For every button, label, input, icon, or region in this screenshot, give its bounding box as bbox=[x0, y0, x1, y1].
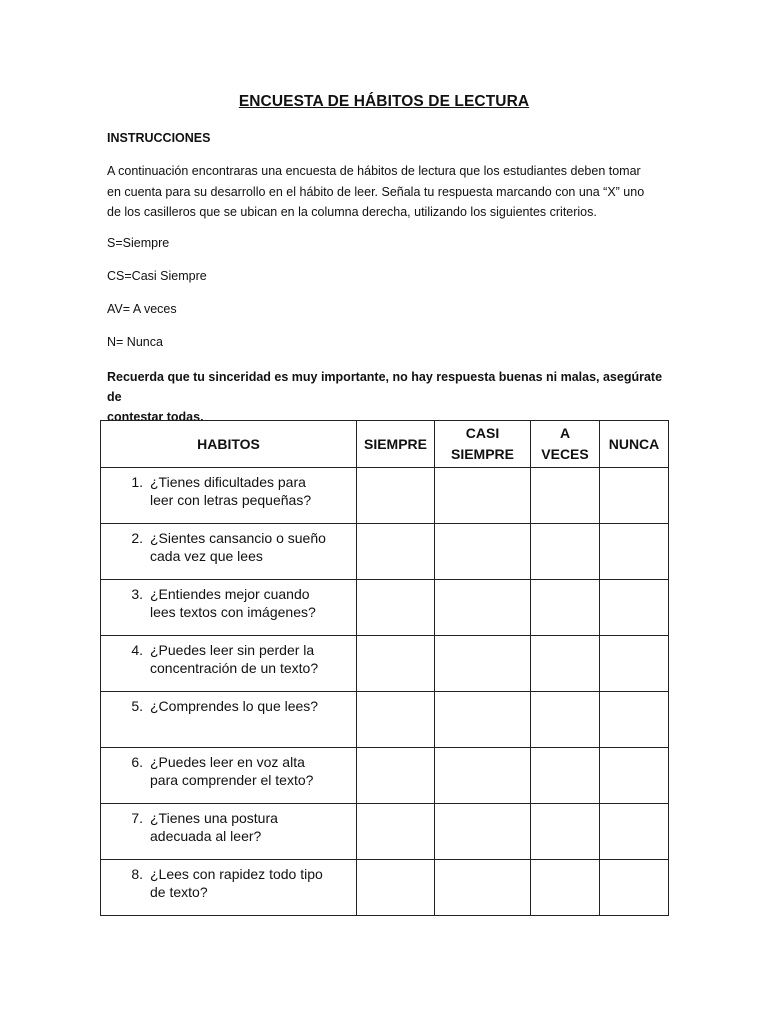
header-casi-siempre bbox=[435, 421, 531, 468]
answer-cell-casi-siempre[interactable] bbox=[435, 468, 531, 524]
table-header-row bbox=[101, 421, 669, 468]
question-number: 1. bbox=[131, 474, 143, 490]
question-cell bbox=[101, 524, 357, 580]
answer-cell-siempre[interactable] bbox=[357, 748, 435, 804]
table-row bbox=[101, 748, 669, 804]
answer-cell-a-veces[interactable] bbox=[531, 748, 600, 804]
answer-cell-casi-siempre[interactable] bbox=[435, 580, 531, 636]
header-a-veces bbox=[531, 421, 600, 468]
closing-paragraph bbox=[107, 367, 667, 427]
criterion-casi-siempre: CS=Casi Siempre bbox=[107, 269, 207, 283]
answer-cell-siempre[interactable] bbox=[357, 860, 435, 916]
question-line: leer con letras pequeñas? bbox=[150, 492, 312, 508]
table-row bbox=[101, 580, 669, 636]
question bbox=[101, 692, 356, 715]
question-cell bbox=[101, 692, 357, 748]
answer-cell-a-veces[interactable] bbox=[531, 860, 600, 916]
answer-cell-nunca[interactable] bbox=[600, 524, 669, 580]
survey-table bbox=[100, 420, 669, 916]
answer-cell-casi-siempre[interactable] bbox=[435, 804, 531, 860]
closing-line: contestar todas. bbox=[107, 410, 204, 424]
question-cell bbox=[101, 580, 357, 636]
answer-cell-siempre[interactable] bbox=[357, 524, 435, 580]
question-line: ¿Tienes dificultades para bbox=[150, 474, 306, 490]
intro-line: de los casilleros que se ubican en la columna derecha, utilizando los siguientes criterios. bbox=[107, 205, 597, 219]
question-line: ¿Lees con rapidez todo tipo bbox=[150, 866, 323, 882]
question-line: lees textos con imágenes? bbox=[150, 604, 316, 620]
question-text bbox=[150, 473, 356, 509]
table-row bbox=[101, 468, 669, 524]
table-row bbox=[101, 692, 669, 748]
answer-cell-a-veces[interactable] bbox=[531, 804, 600, 860]
header-habitos: HABITOS bbox=[101, 421, 357, 468]
question-cell bbox=[101, 636, 357, 692]
question-line: de texto? bbox=[150, 884, 208, 900]
intro-paragraph bbox=[107, 161, 667, 223]
answer-cell-nunca[interactable] bbox=[600, 580, 669, 636]
question bbox=[101, 860, 356, 901]
question-line: ¿Entiendes mejor cuando bbox=[150, 586, 310, 602]
intro-line: en cuenta para su desarrollo en el hábito de leer. Señala tu respuesta marcando con una “X” uno bbox=[107, 184, 645, 199]
question-cell bbox=[101, 804, 357, 860]
question-number: 7. bbox=[131, 810, 143, 826]
answer-cell-siempre[interactable] bbox=[357, 692, 435, 748]
question bbox=[101, 748, 356, 789]
question-text bbox=[150, 809, 356, 845]
header-siempre: SIEMPRE bbox=[357, 421, 435, 468]
criterion-siempre: S=Siempre bbox=[107, 236, 170, 250]
question-number: 2. bbox=[131, 530, 143, 546]
question-text bbox=[150, 529, 356, 565]
header-nunca: NUNCA bbox=[600, 421, 669, 468]
question-line: ¿Puedes leer sin perder la bbox=[150, 642, 315, 658]
question-number: 4. bbox=[131, 642, 143, 658]
question bbox=[101, 524, 356, 565]
answer-cell-casi-siempre[interactable] bbox=[435, 524, 531, 580]
question-number: 6. bbox=[131, 754, 143, 770]
answer-cell-casi-siempre[interactable] bbox=[435, 748, 531, 804]
question bbox=[101, 468, 356, 509]
answer-cell-siempre[interactable] bbox=[357, 580, 435, 636]
question bbox=[101, 804, 356, 845]
question-text bbox=[150, 697, 356, 715]
question-number: 8. bbox=[131, 866, 143, 882]
answer-cell-a-veces[interactable] bbox=[531, 524, 600, 580]
answer-cell-a-veces[interactable] bbox=[531, 580, 600, 636]
question-line: ¿Tienes una postura bbox=[150, 810, 278, 826]
answer-cell-casi-siempre[interactable] bbox=[435, 636, 531, 692]
intro-line: A continuación encontraras una encuesta de hábitos de lectura que los estudiantes deben tomar bbox=[107, 164, 641, 178]
answer-cell-siempre[interactable] bbox=[357, 636, 435, 692]
document-title: ENCUESTA DE HÁBITOS DE LECTURA bbox=[238, 93, 530, 110]
table-row bbox=[101, 524, 669, 580]
criterion-a-veces: AV= A veces bbox=[107, 302, 177, 316]
answer-cell-siempre[interactable] bbox=[357, 804, 435, 860]
question bbox=[101, 636, 356, 677]
question-text bbox=[150, 753, 356, 789]
header-casi-line: SIEMPRE bbox=[450, 446, 514, 462]
criterion-nunca: N= Nunca bbox=[107, 335, 163, 349]
question-line: para comprender el texto? bbox=[150, 772, 314, 788]
question-cell bbox=[101, 468, 357, 524]
question-line: cada vez que lees bbox=[150, 548, 263, 564]
question bbox=[101, 580, 356, 621]
answer-cell-a-veces[interactable] bbox=[531, 636, 600, 692]
answer-cell-siempre[interactable] bbox=[357, 468, 435, 524]
instructions-heading: INSTRUCCIONES bbox=[107, 131, 211, 145]
question-cell bbox=[101, 748, 357, 804]
answer-cell-nunca[interactable] bbox=[600, 692, 669, 748]
table-row bbox=[101, 636, 669, 692]
question-text bbox=[150, 585, 356, 621]
question-line: ¿Sientes cansancio o sueño bbox=[150, 530, 326, 546]
question-text bbox=[150, 641, 356, 677]
question-text bbox=[150, 865, 356, 901]
table-row bbox=[101, 804, 669, 860]
answer-cell-nunca[interactable] bbox=[600, 804, 669, 860]
answer-cell-a-veces[interactable] bbox=[531, 692, 600, 748]
table-row bbox=[101, 860, 669, 916]
question-number: 3. bbox=[131, 586, 143, 602]
answer-cell-nunca[interactable] bbox=[600, 748, 669, 804]
closing-line: Recuerda que tu sinceridad es muy importante, no hay respuesta buenas ni malas, asegúrate de bbox=[107, 370, 663, 404]
question-line: adecuada al leer? bbox=[150, 828, 262, 844]
answer-cell-casi-siempre[interactable] bbox=[435, 860, 531, 916]
header-casi-line: CASI bbox=[465, 425, 500, 441]
question-number: 5. bbox=[131, 698, 143, 714]
question-line: ¿Comprendes lo que lees? bbox=[150, 698, 319, 714]
question-cell bbox=[101, 860, 357, 916]
question-line: concentración de un texto? bbox=[150, 660, 319, 676]
header-aveces-line: VECES bbox=[541, 446, 589, 462]
answer-cell-casi-siempre[interactable] bbox=[435, 692, 531, 748]
answer-cell-nunca[interactable] bbox=[600, 636, 669, 692]
header-aveces-line: A bbox=[559, 425, 571, 441]
answer-cell-nunca[interactable] bbox=[600, 468, 669, 524]
answer-cell-a-veces[interactable] bbox=[531, 468, 600, 524]
question-line: ¿Puedes leer en voz alta bbox=[150, 754, 305, 770]
answer-cell-nunca[interactable] bbox=[600, 860, 669, 916]
